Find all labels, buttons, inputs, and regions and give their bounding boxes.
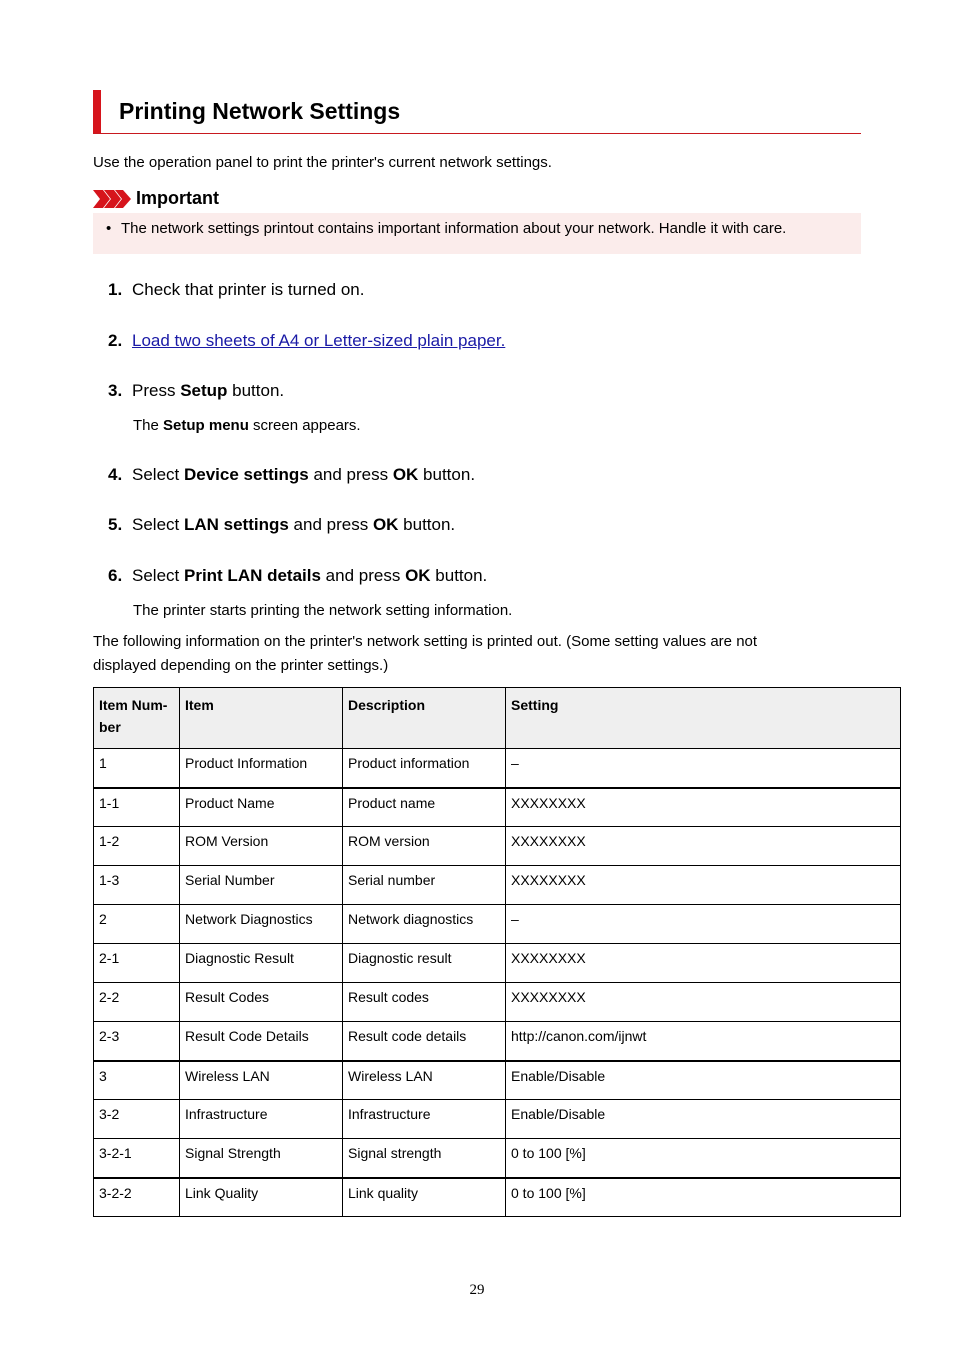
header-num-line-1: Item Num- [99, 697, 168, 713]
cell-description: Product information [343, 749, 506, 788]
header-description: Description [343, 688, 506, 749]
header-item: Item [180, 688, 343, 749]
step-4 [108, 465, 475, 485]
step-1 [108, 280, 364, 300]
cell-description: Product name [343, 788, 506, 827]
cell-num: 3-2 [94, 1100, 180, 1139]
cell-description: Serial number [343, 866, 506, 905]
step-text-mid: and press [288, 515, 373, 534]
network-settings-table [93, 687, 901, 1217]
step-keyword-ok: OK [405, 566, 431, 585]
intro-text: Use the operation panel to print the printer's current network settings. [93, 154, 552, 171]
cell-item: ROM Version [180, 827, 343, 866]
cell-item: Diagnostic Result [180, 944, 343, 983]
step-keyword: Setup [180, 381, 228, 400]
cell-setting: XXXXXXXX [506, 788, 901, 827]
cell-num: 1-3 [94, 866, 180, 905]
paragraph-line-2: displayed depending on the printer settings.) [93, 657, 389, 674]
step-text-post: button. [418, 465, 476, 484]
step-text-post: button. [430, 566, 488, 585]
paragraph-line-1: The following information on the printer's network setting is printed out. (Some setting values are not [93, 633, 758, 650]
cell-description: Link quality [343, 1178, 506, 1217]
step-keyword: Device settings [183, 465, 309, 484]
table-row [94, 944, 901, 983]
important-label: Important [136, 188, 219, 208]
cell-description: Network diagnostics [343, 905, 506, 944]
step-keyword-ok: OK [392, 465, 419, 484]
step-keyword-ok: OK [372, 515, 399, 534]
step-text-mid: and press [308, 465, 393, 484]
header-num-line-2: ber [99, 719, 121, 735]
step-text-post: button. [398, 515, 456, 534]
cell-item: Result Codes [180, 983, 343, 1022]
table-row [94, 1061, 901, 1100]
table-row [94, 1100, 901, 1139]
cell-num: 3-2-1 [94, 1139, 180, 1178]
cell-num: 3-2-2 [94, 1178, 180, 1217]
important-box [93, 213, 861, 254]
table-row [94, 827, 901, 866]
page-number: 29 [469, 1282, 485, 1298]
cell-description: Wireless LAN [343, 1061, 506, 1100]
table-row [94, 1022, 901, 1061]
header-setting: Setting [506, 688, 901, 749]
step-text-post: button. [227, 381, 285, 400]
cell-setting: XXXXXXXX [506, 827, 901, 866]
cell-setting: – [506, 749, 901, 788]
cell-description: Result codes [343, 983, 506, 1022]
note-keyword: Setup menu [163, 417, 249, 434]
cell-item: Wireless LAN [180, 1061, 343, 1100]
bullet: • [106, 220, 112, 237]
cell-setting: 0 to 100 [%] [506, 1178, 901, 1217]
cell-setting: XXXXXXXX [506, 866, 901, 905]
cell-num: 1-1 [94, 788, 180, 827]
cell-item: Network Diagnostics [180, 905, 343, 944]
step-number: 4. [108, 465, 123, 484]
step-number: 3. [108, 381, 123, 400]
table-row [94, 866, 901, 905]
note-text-pre: The [133, 417, 164, 434]
cell-num: 2-3 [94, 1022, 180, 1061]
table-row [94, 1139, 901, 1178]
cell-num: 1-2 [94, 827, 180, 866]
step-5 [108, 515, 455, 535]
step-3 [108, 381, 284, 401]
header-item-number [94, 688, 180, 749]
step-text: Check that printer is turned on. [132, 280, 365, 299]
cell-description: Infrastructure [343, 1100, 506, 1139]
cell-description: Signal strength [343, 1139, 506, 1178]
cell-item: Serial Number [180, 866, 343, 905]
cell-item: Result Code Details [180, 1022, 343, 1061]
step-number: 2. [108, 331, 123, 350]
cell-setting: XXXXXXXX [506, 983, 901, 1022]
step-6 [108, 566, 487, 586]
step-number: 5. [108, 515, 123, 534]
cell-description: Result code details [343, 1022, 506, 1061]
cell-setting: http://canon.com/ijnwt [506, 1022, 901, 1061]
step-2 [108, 331, 505, 351]
cell-setting: XXXXXXXX [506, 944, 901, 983]
cell-num: 2 [94, 905, 180, 944]
step-3-note [133, 417, 361, 434]
step-number: 1. [108, 280, 123, 299]
cell-num: 2-1 [94, 944, 180, 983]
table-row [94, 905, 901, 944]
cell-setting: Enable/Disable [506, 1100, 901, 1139]
page-title: Printing Network Settings [119, 98, 401, 124]
step-number: 6. [108, 566, 123, 585]
cell-num: 1 [94, 749, 180, 788]
table-row [94, 788, 901, 827]
page-title-block [93, 90, 861, 134]
table-row [94, 749, 901, 788]
title-accent-bar [93, 90, 101, 133]
table-row [94, 1178, 901, 1217]
step-text-mid: and press [320, 566, 406, 585]
load-paper-link[interactable]: Load two sheets of A4 or Letter-sized plain paper. [132, 331, 506, 350]
cell-num: 3 [94, 1061, 180, 1100]
table-row [94, 983, 901, 1022]
important-arrows-icon [93, 190, 131, 208]
step-6-note: The printer starts printing the network setting information. [133, 602, 513, 619]
cell-item: Product Name [180, 788, 343, 827]
cell-description: Diagnostic result [343, 944, 506, 983]
cell-item: Infrastructure [180, 1100, 343, 1139]
important-text: The network settings printout contains important information about your network. Handle it with care. [121, 220, 787, 237]
cell-description: ROM version [343, 827, 506, 866]
cell-item: Signal Strength [180, 1139, 343, 1178]
cell-setting: – [506, 905, 901, 944]
step-text-pre: Select [132, 515, 184, 534]
step-text-pre: Select [132, 465, 184, 484]
note-text-post: screen appears. [248, 417, 361, 434]
step-keyword: LAN settings [183, 515, 289, 534]
cell-setting: 0 to 100 [%] [506, 1139, 901, 1178]
table-header-row [94, 688, 901, 749]
cell-setting: Enable/Disable [506, 1061, 901, 1100]
cell-item: Link Quality [180, 1178, 343, 1217]
step-text-pre: Select [132, 566, 184, 585]
cell-num: 2-2 [94, 983, 180, 1022]
cell-item: Product Information [180, 749, 343, 788]
step-text-pre: Press [132, 381, 181, 400]
step-keyword: Print LAN details [183, 566, 321, 585]
